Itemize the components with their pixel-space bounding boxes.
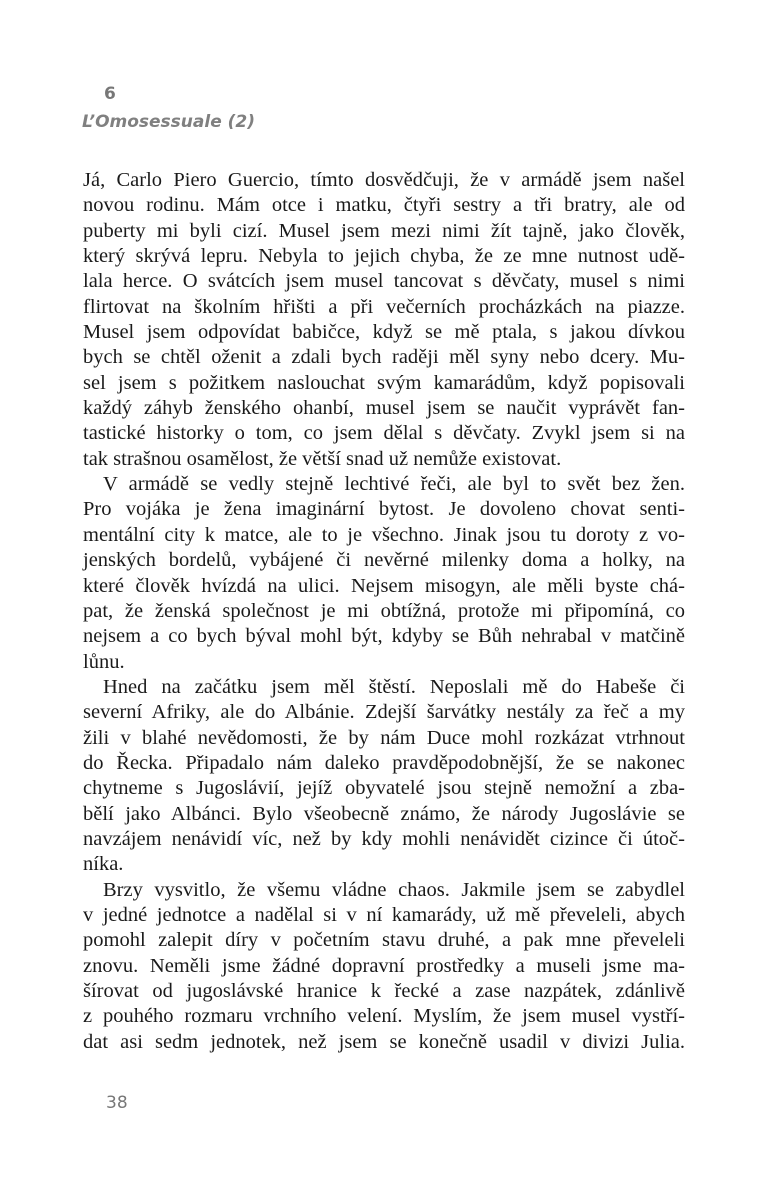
text-line: V armádě se vedly stejně lechtivé řeči, ale byl to svět bez žen. [103,473,685,496]
text-line: každý záhyb ženského ohanbí, musel jsem se naučit vyprávět fan- [83,397,685,420]
text-line: Pro vojáka je žena imaginární bytost. Je dovoleno chovat senti- [83,498,685,521]
text-line: severní Afriky, ale do Albánie. Zdejší šarvátky nestály za řeč a my [83,701,685,724]
text-line: Já, Carlo Piero Guercio, tímto dosvědčuji, že v armádě jsem našel [83,169,685,191]
text-line: bělí jako Albánci. Bylo všeobecně známo, že národy Jugoslávie se [83,802,685,825]
paragraph [83,675,685,878]
text-line: žili v blahé nevědomosti, že by nám Duce mohl rozkázat vtrhnout [83,726,685,749]
text-line: Brzy vysvitlo, že všemu vládne chaos. Jakmile jsem se zabydlel [103,878,685,901]
paragraph [83,878,685,1055]
paragraph [83,168,685,472]
text-line: pat, že ženská společnost je mi obtížná, protože mi připomíná, co [83,599,685,622]
text-line: níka. [83,853,124,876]
text-line: v jedné jednotce a nadělal si v ní kamarády, už mě převeleli, abych [83,903,685,926]
text-line: dat asi sedm jednotek, než jsem se konečně usadil v divizi Julia. [83,1030,685,1053]
text-line: lůnu. [83,650,125,673]
text-line: Musel jsem odpovídat babičce, když se mě ptala, s jakou dívkou [83,321,685,344]
text-line: do Řecka. Připadalo nám daleko pravděpodobnější, že se nakonec [83,751,685,774]
text-line: sel jsem s požitkem naslouchat svým kamarádům, když popisovali [83,371,685,394]
text-line: mentální city k matce, ale to je všechno. Jinak jsou tu doroty z vo- [83,523,685,546]
text-line: chytneme s Jugoslávií, jejíž obyvatelé jsou stejně nemožní a zba- [83,777,685,800]
text-line: které člověk hvízdá na ulici. Nejsem misogyn, ale měli byste chá- [83,574,685,597]
text-line: pomohl zalepit díry v početním stavu druhé, a pak mne převeleli [83,929,685,952]
text-line: navzájem nenávidí víc, než by kdy mohli nenávidět cizince či útoč- [83,827,685,850]
text-line: jenských bordelů, vybájené či nevěrné milenky doma a holky, na [83,549,685,572]
text-line: nejsem a co bych býval mohl být, kdyby se Bůh nehrabal v matčině [83,625,685,648]
text-line: lala herce. O svátcích jsem musel tancovat s děvčaty, musel s nimi [83,270,685,293]
text-line: znovu. Neměli jsme žádné dopravní prostředky a museli jsme ma- [83,954,685,977]
text-line: z pouhého rozmaru vrchního velení. Myslím, že jsem musel vystří- [83,1005,685,1028]
page-number: 38 [106,1093,128,1113]
text-line: novou rodinu. Mám otce i matku, čtyři sestry a tři bratry, ale od [83,194,685,217]
text-line: tastické historky o tom, co jsem dělal s děvčaty. Zvykl jsem si na [83,422,685,445]
text-line: bych se chtěl oženit a zdali bych raději měl syny nebo dcery. Mu- [83,346,685,369]
chapter-title: L’Omosessuale (2) [82,112,256,132]
text-line: Hned na začátku jsem měl štěstí. Neposlali mě do Habeše či [103,675,685,698]
paragraph [83,472,685,675]
chapter-number: 6 [104,84,116,104]
text-line: který skrývá lepru. Nebyla to jejich chyba, že ze mne nutnost udě- [83,245,685,268]
text-line: flirtovat na školním hřišti a při večerních procházkách na piazze. [83,295,685,318]
text-line: puberty mi byli cizí. Musel jsem mezi nimi žít tajně, jako člověk, [83,219,685,242]
text-line: šírovat od jugoslávské hranice k řecké a zase nazpátek, zdánlivě [83,980,685,1002]
text-line: tak strašnou osamělost, že větší snad už nemůže existovat. [83,447,562,470]
body-text [83,168,685,1055]
